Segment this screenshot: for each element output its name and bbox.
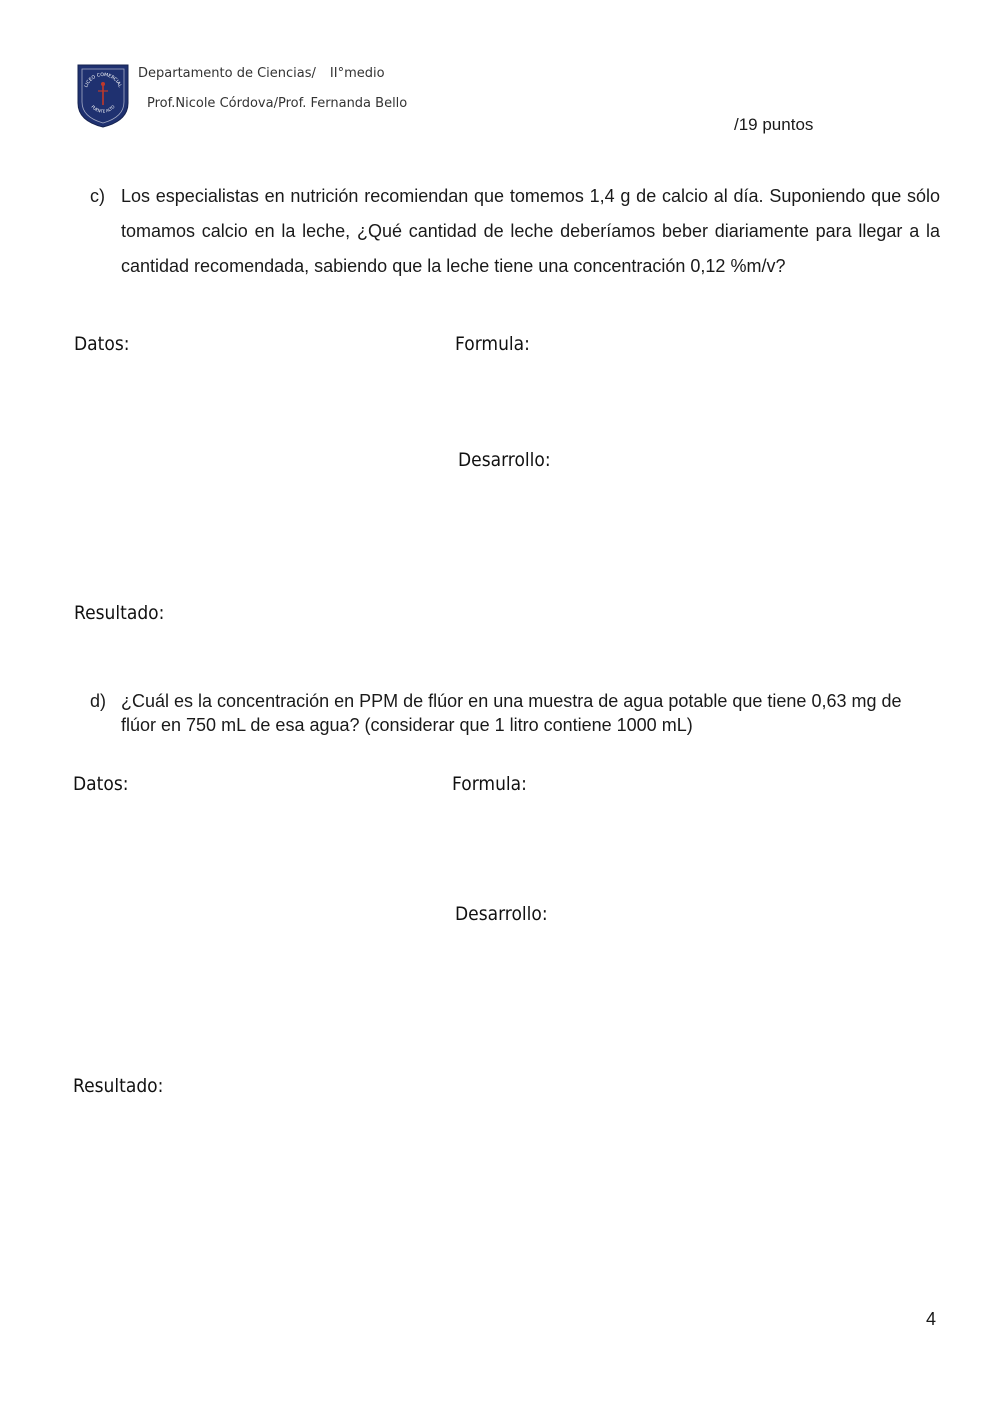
question-c [90,179,940,284]
header-teachers: Prof.Nicole Córdova/Prof. Fernanda Bello [147,96,408,111]
question-text: Los especialistas en nutrición recomiendan que tomemos 1,4 g de calcio al día. Suponiendo que sólo tomamos calcio en la leche, ¿Qué cantidad de leche deberíamos beber diariamente para llegar a la cantidad recomendada, sabiendo que la leche tiene una concentración 0,12 %m/v? [121,186,940,276]
question-letter: d) [90,691,107,711]
crest-text-bottom: PUENTE ALTO [90,104,116,114]
grade-level: II°medio [329,66,385,81]
resultado-label: Resultado: [73,1075,164,1097]
page-number: 4 [926,1309,937,1329]
resultado-label: Resultado: [74,602,165,624]
datos-label: Datos: [73,773,129,795]
formula-label: Formula: [455,333,530,355]
question-letter: c) [90,186,105,206]
question-text: ¿Cuál es la concentración en PPM de flúor en una muestra de agua potable que tiene 0,63 mg de flúor en 750 mL de esa agua? (considerar que 1 litro contiene 1000 mL) [121,691,902,735]
score-label: /19 puntos [734,115,814,134]
crest-text-top: LICEO COMERCIAL [84,72,122,89]
desarrollo-label: Desarrollo: [458,449,551,471]
school-crest-logo [76,63,130,129]
formula-label: Formula: [452,773,527,795]
question-d [90,689,940,737]
header-department [138,66,385,81]
datos-label: Datos: [74,333,130,355]
desarrollo-label: Desarrollo: [455,903,548,925]
department-name: Departamento de Ciencias/ [138,66,316,81]
